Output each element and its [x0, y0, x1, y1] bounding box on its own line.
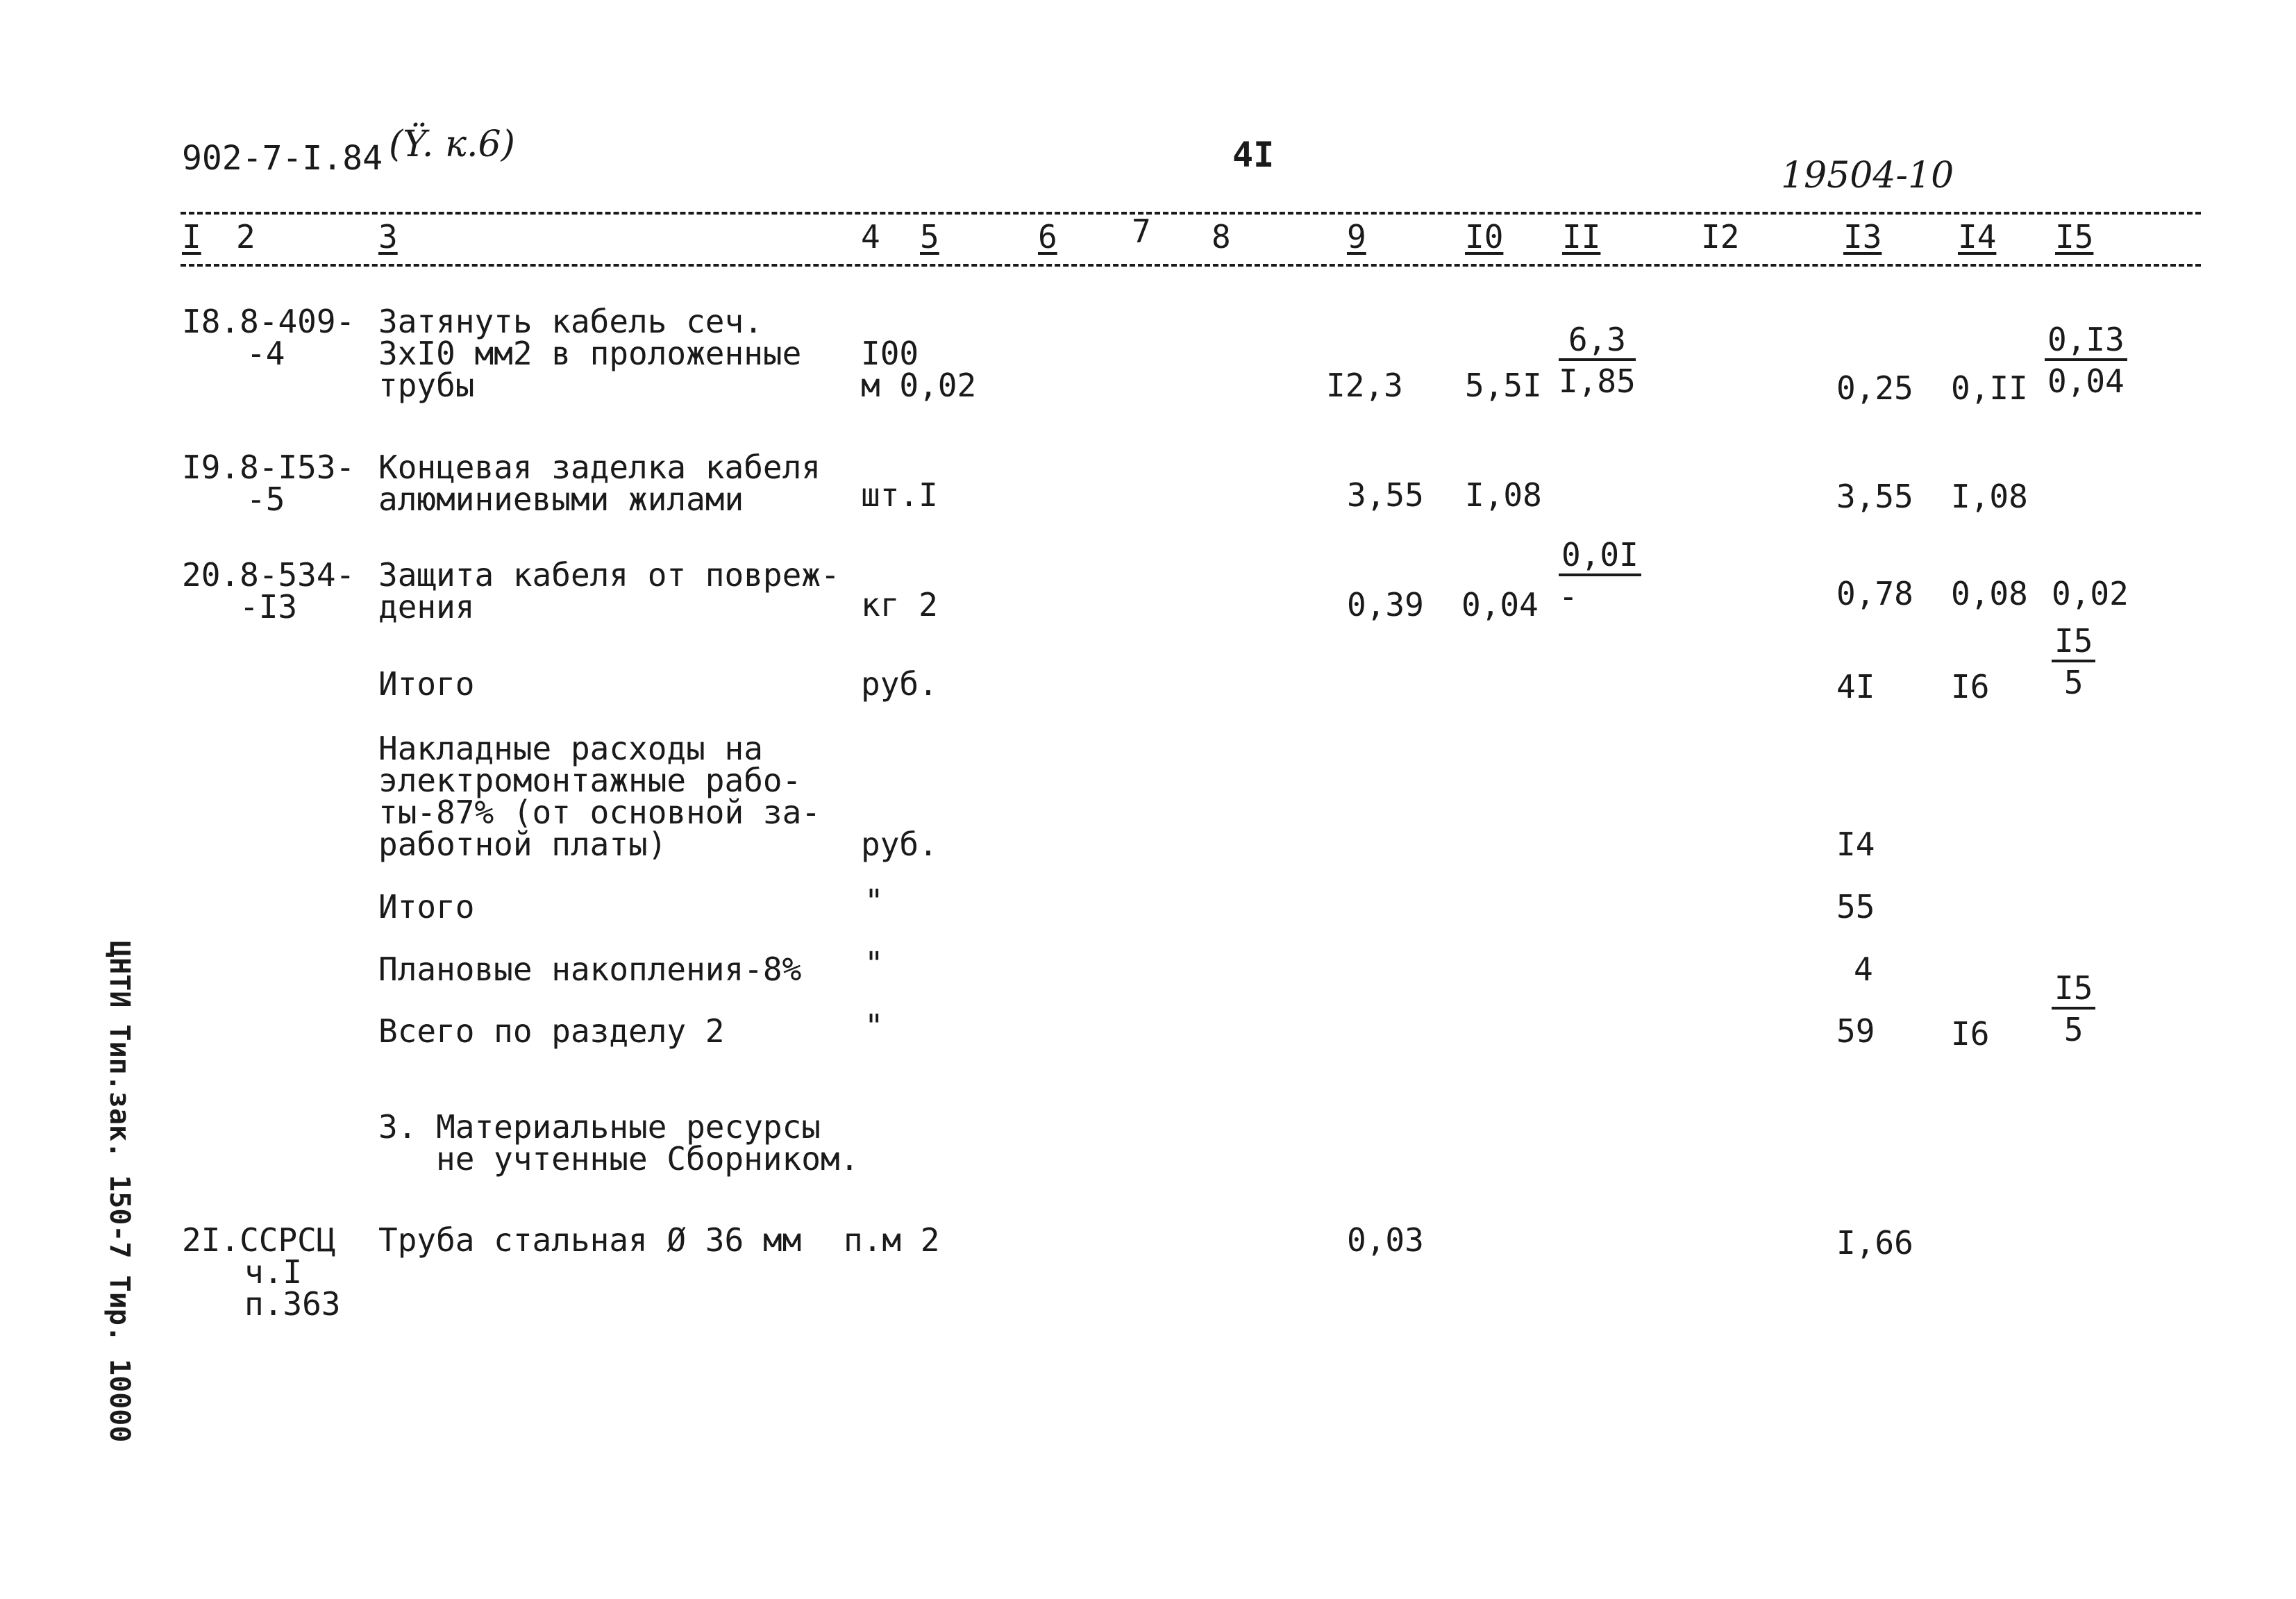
fraction-numerator: I5: [2052, 972, 2095, 1010]
row-unit: руб.: [861, 826, 938, 863]
col-header-11: II: [1562, 218, 1601, 256]
row-code-continuation: -4: [246, 335, 285, 372]
fraction-numerator: 0,I3: [2045, 324, 2127, 361]
row-unit: руб.: [861, 665, 938, 703]
fraction-numerator: 0,0I: [1559, 539, 1641, 576]
cell-col-9: 0,39: [1347, 586, 1424, 623]
col-header-8: 8: [1212, 218, 1231, 256]
cell-col-13: 0,25: [1836, 369, 1913, 407]
row-label: Итого: [378, 888, 475, 926]
cell-col-13: I4: [1836, 826, 1875, 863]
row-code-continuation: ч.I: [244, 1253, 303, 1291]
row-description: 3xI0 мм2 в проложенные: [378, 335, 802, 372]
printer-margin-stamp: ЦНТИ Тип.зак. 150-7 Тир. 10000: [103, 941, 135, 1443]
row-unit: ": [864, 882, 884, 920]
fraction-denominator: 5: [2063, 664, 2084, 701]
col-header-1: I: [182, 218, 201, 256]
cell-col-15: 0,02: [2052, 575, 2129, 612]
row-label: работной платы): [378, 826, 667, 863]
cell-col-14: 0,II: [1951, 369, 2028, 407]
col-header-15: I5: [2055, 218, 2094, 256]
cell-col-9: 0,03: [1347, 1221, 1424, 1259]
row-unit: кг 2: [861, 586, 938, 623]
row-code-continuation: -5: [246, 480, 285, 518]
fraction-numerator: I5: [2052, 625, 2095, 662]
fraction-denominator: -: [1559, 578, 1578, 615]
cell-col-15-fraction: [2052, 969, 2095, 1048]
row-unit: п.м 2: [844, 1221, 940, 1259]
row-code: 2I.ССРСЦ: [182, 1221, 336, 1259]
row-label: Плановые накопления-8%: [378, 951, 802, 988]
row-unit: шт.I: [861, 476, 938, 514]
row-code: 20.8-534-: [182, 556, 355, 594]
col-header-9: 9: [1347, 218, 1366, 256]
cell-col-13: 0,78: [1836, 575, 1913, 612]
handwritten-reference: 19504-10: [1781, 155, 1954, 196]
row-code-continuation: -I3: [240, 588, 298, 626]
cell-col-13: I,66: [1836, 1224, 1913, 1262]
cell-col-15-fraction: [2052, 622, 2095, 701]
row-code: I8.8-409-: [182, 303, 355, 340]
cell-col-10: 5,5I: [1465, 367, 1542, 404]
document-code: 902-7-I.84: [182, 139, 383, 178]
fraction-numerator: 6,3: [1559, 324, 1636, 361]
col-header-14: I4: [1958, 218, 1997, 256]
row-unit: м 0,02: [861, 367, 977, 404]
row-label: ты-87% (от основной за-: [378, 794, 821, 831]
cell-col-15-fraction: [2045, 321, 2127, 400]
fraction-denominator: I,85: [1559, 362, 1636, 400]
row-description: Труба стальная Ø 36 мм: [378, 1221, 802, 1259]
cell-col-9: I2,3: [1326, 367, 1403, 404]
cell-col-13: 4: [1854, 951, 1873, 988]
cell-col-14: I6: [1951, 1015, 1990, 1053]
row-description: трубы: [378, 367, 475, 404]
page-number: 4I: [1232, 135, 1275, 175]
col-header-13: I3: [1843, 218, 1882, 256]
cell-col-10: I,08: [1465, 476, 1542, 514]
cell-col-10: 0,04: [1461, 586, 1539, 623]
header-bottom-rule: [181, 264, 2201, 267]
fraction-denominator: 0,04: [2047, 362, 2125, 400]
row-label: Накладные расходы на: [378, 730, 763, 767]
cell-col-13: 4I: [1836, 668, 1875, 705]
fraction-denominator: 5: [2063, 1011, 2084, 1048]
cell-col-14: 0,08: [1951, 575, 2028, 612]
cell-col-13: 3,55: [1836, 478, 1913, 515]
row-description: Защита кабеля от повреж-: [378, 556, 840, 594]
row-label: Всего по разделу 2: [378, 1012, 725, 1050]
row-code-continuation: п.363: [244, 1285, 341, 1323]
col-header-5: 5: [920, 218, 939, 256]
section-heading-line: 3. Материальные ресурсы: [378, 1108, 821, 1146]
document-note: (Ÿ. к.6): [389, 124, 515, 165]
col-header-2: 2: [236, 218, 255, 256]
row-description: дения: [378, 588, 475, 626]
cell-col-9: 3,55: [1347, 476, 1424, 514]
cell-col-14: I6: [1951, 668, 1990, 705]
cell-col-11-fraction: [1559, 536, 1641, 615]
row-label: Итого: [378, 665, 475, 703]
row-description: Концевая заделка кабеля: [378, 449, 821, 486]
row-label: электромонтажные рабо-: [378, 762, 802, 799]
row-unit: ": [864, 1007, 884, 1045]
section-heading-line: не учтенные Сборником.: [436, 1140, 860, 1178]
col-header-3: 3: [378, 218, 398, 256]
row-unit: I00: [861, 335, 919, 372]
cell-col-13: 55: [1836, 888, 1875, 926]
row-description: Затянуть кабель сеч.: [378, 303, 763, 340]
row-description: алюминиевыми жилами: [378, 480, 744, 518]
cell-col-13: 59: [1836, 1012, 1875, 1050]
col-header-7: 7: [1132, 212, 1151, 250]
col-header-10: I0: [1465, 218, 1504, 256]
col-header-4: 4: [861, 218, 880, 256]
cell-col-14: I,08: [1951, 478, 2028, 515]
col-header-6: 6: [1038, 218, 1057, 256]
row-code: I9.8-I53-: [182, 449, 355, 486]
cell-col-11-fraction: [1559, 321, 1636, 400]
row-unit: ": [864, 945, 884, 982]
col-header-12: I2: [1701, 218, 1740, 256]
header-top-rule: [181, 212, 2201, 215]
